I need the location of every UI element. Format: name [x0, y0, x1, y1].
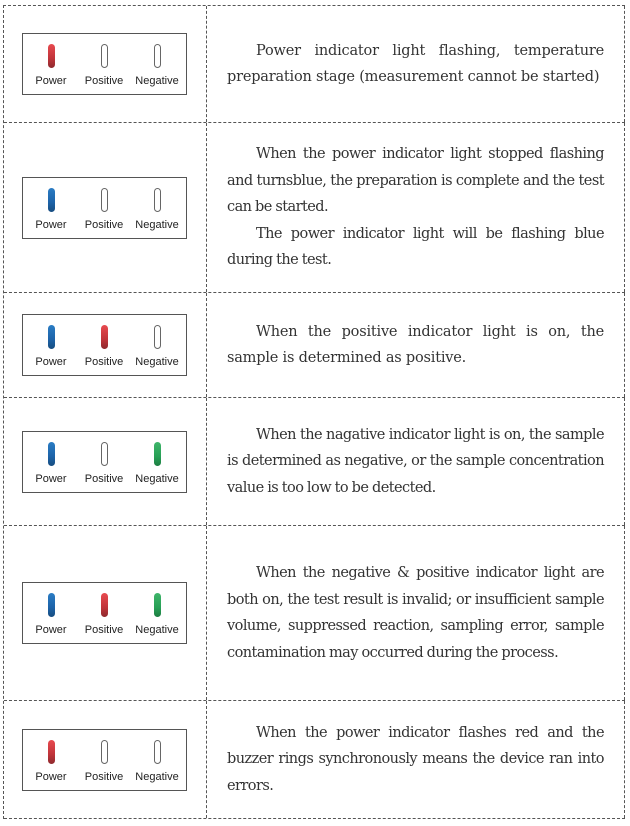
negative-label: Negative [135, 472, 179, 485]
negative-indicator [131, 325, 183, 368]
positive-label: Positive [84, 218, 124, 231]
description-text: When the nagative indicator light is on, the sample is determined as negative, or the sample concentration value is too low to be detected. [227, 426, 604, 496]
power-indicator [25, 188, 77, 231]
negative-indicator [131, 740, 183, 783]
negative-indicator [131, 188, 183, 231]
positive-light-icon [101, 740, 108, 764]
indicator-panel-cell [4, 398, 207, 525]
description-text: When the power indicator flashes red and the buzzer rings synchronously means the device ran into errors. [227, 724, 604, 794]
description-text: The power indicator light will be flashing blue during the test. [227, 225, 604, 269]
power-light-icon [48, 325, 55, 349]
negative-label: Negative [135, 356, 179, 368]
indicator-panel [22, 582, 187, 644]
negative-indicator [131, 442, 183, 485]
indicator-panel [22, 431, 187, 493]
description-cell [207, 123, 625, 292]
table-row [4, 526, 625, 701]
power-label: Power [35, 356, 67, 368]
positive-indicator [78, 44, 130, 87]
power-indicator [25, 442, 77, 485]
positive-light-icon [101, 188, 108, 212]
power-light-icon [48, 442, 55, 466]
positive-light-icon [101, 325, 108, 349]
positive-label: Positive [84, 75, 124, 87]
description-cell [207, 293, 625, 397]
power-label: Power [35, 770, 67, 783]
positive-light-icon [101, 593, 108, 617]
power-light-icon [48, 44, 55, 68]
description-cell [207, 526, 625, 700]
negative-light-icon [154, 325, 161, 349]
positive-label: Positive [84, 356, 124, 368]
indicator-panel-cell [4, 701, 207, 818]
power-light-icon [48, 188, 55, 212]
power-label: Power [35, 75, 67, 87]
indicator-panel-cell [4, 123, 207, 292]
indicator-panel-cell [4, 6, 207, 122]
positive-indicator [78, 442, 130, 485]
power-label: Power [35, 218, 67, 231]
indicator-panel [22, 729, 187, 791]
positive-indicator [78, 593, 130, 636]
indicator-panel [22, 177, 187, 239]
description-text: When the power indicator light stopped flashing and turnsblue, the preparation is complete and the test can be started. [227, 146, 604, 216]
negative-indicator [131, 593, 183, 636]
table-row [4, 293, 625, 398]
positive-indicator [78, 188, 130, 231]
negative-label: Negative [135, 75, 179, 87]
negative-indicator [131, 44, 183, 87]
negative-light-icon [154, 188, 161, 212]
positive-label: Positive [84, 472, 124, 485]
positive-label: Positive [84, 770, 124, 783]
power-light-icon [48, 593, 55, 617]
indicator-panel-cell [4, 293, 207, 397]
table-row [4, 701, 625, 819]
positive-indicator [78, 325, 130, 368]
description-cell [207, 398, 625, 525]
negative-light-icon [154, 593, 161, 617]
negative-label: Negative [135, 770, 179, 783]
positive-light-icon [101, 44, 108, 68]
negative-label: Negative [135, 624, 179, 636]
power-indicator [25, 44, 77, 87]
table-row [4, 123, 625, 293]
description-text: Power indicator light flashing, temperature preparation stage (measurement cannot be started) [227, 42, 604, 85]
indicator-panel-cell [4, 526, 207, 700]
power-indicator [25, 593, 77, 636]
positive-light-icon [101, 442, 108, 466]
indicator-status-table [3, 5, 625, 819]
power-indicator [25, 740, 77, 783]
description-text: When the positive indicator light is on, the sample is determined as positive. [227, 323, 604, 366]
table-row [4, 398, 625, 526]
negative-label: Negative [135, 218, 179, 231]
table-row [4, 6, 625, 123]
power-indicator [25, 325, 77, 368]
description-cell [207, 6, 625, 122]
negative-light-icon [154, 44, 161, 68]
power-light-icon [48, 740, 55, 764]
power-label: Power [35, 624, 67, 636]
negative-light-icon [154, 740, 161, 764]
positive-label: Positive [84, 624, 124, 636]
indicator-panel [22, 33, 187, 95]
power-label: Power [35, 472, 67, 485]
description-text: When the negative & positive indicator light are both on, the test result is invalid; or insufficient sample volume, suppressed reaction, sampling error, sample contamination may occurred during the process. [227, 565, 604, 661]
indicator-panel [22, 314, 187, 376]
positive-indicator [78, 740, 130, 783]
negative-light-icon [154, 442, 161, 466]
description-cell [207, 701, 625, 818]
